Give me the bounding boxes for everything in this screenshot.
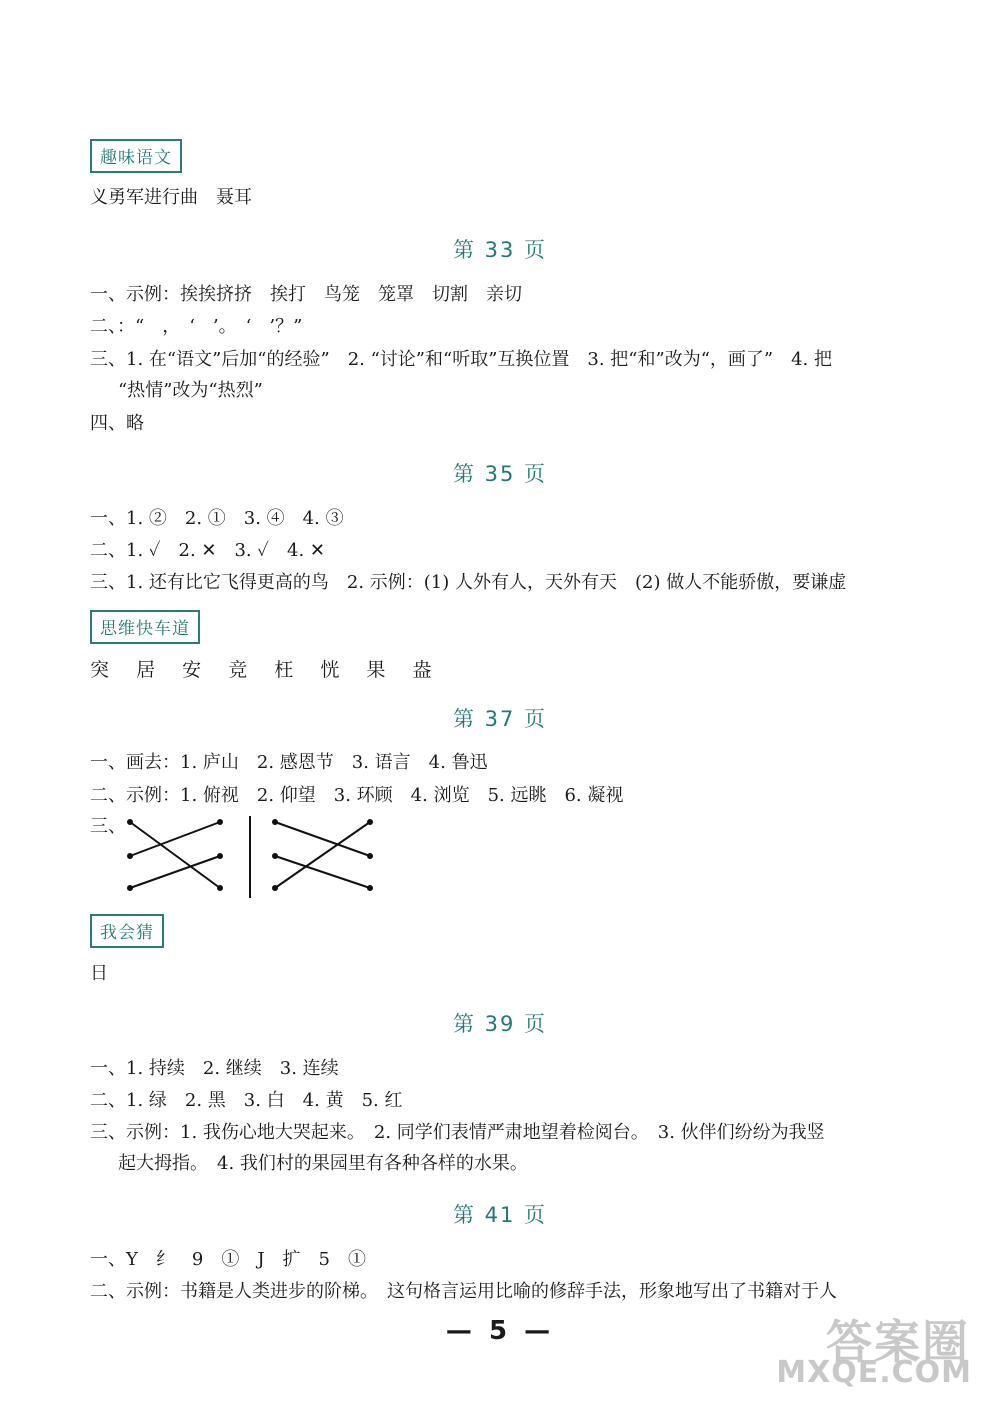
match-line bbox=[275, 822, 370, 888]
match-dot bbox=[367, 853, 373, 859]
match-dot bbox=[217, 819, 223, 825]
word-item: 果 bbox=[366, 659, 386, 681]
section-tag-quwei: 趣味语文 bbox=[90, 139, 182, 173]
answer-line: 二、1. 绿 2. 黑 3. 白 4. 黄 5. 红 bbox=[90, 1090, 403, 1111]
word-item: 安 bbox=[182, 659, 202, 681]
answer-line: 二、示例：1. 俯视 2. 仰望 3. 环顾 4. 浏览 5. 远眺 6. 凝视 bbox=[90, 785, 624, 806]
watermark-url: MXQE.COM bbox=[776, 1355, 972, 1390]
section-tag-wohuicai: 我会猜 bbox=[90, 914, 164, 948]
section-tag-siwei: 思维快车道 bbox=[90, 610, 200, 644]
site-watermark bbox=[728, 1306, 978, 1390]
section-title-p33: 第 33 页 bbox=[452, 238, 548, 262]
section-title-p41: 第 41 页 bbox=[452, 1203, 548, 1227]
section-title-p35: 第 35 页 bbox=[452, 462, 548, 486]
section-title-p39: 第 39 页 bbox=[452, 1012, 548, 1036]
word-item: 恍 bbox=[320, 659, 340, 681]
match-dot bbox=[272, 853, 278, 859]
match-dot bbox=[127, 819, 133, 825]
answer-line: 一、示例：挨挨挤挤 挨打 鸟笼 笼罩 切割 亲切 bbox=[90, 284, 522, 305]
answer-line: 三、 bbox=[90, 816, 126, 837]
match-dot bbox=[127, 885, 133, 891]
answer-line: 一、Y 纟 9 ① J 扩 5 ① bbox=[90, 1249, 367, 1270]
answer-line: 一、1. 持续 2. 继续 3. 连续 bbox=[90, 1058, 339, 1079]
match-dot bbox=[367, 819, 373, 825]
word-item: 竞 bbox=[228, 659, 248, 681]
answer-line: 二、：“ ， ‘ ’。 ‘ ’？” bbox=[90, 316, 303, 337]
answer-line: 日 bbox=[90, 963, 108, 984]
page-number: — 5 — bbox=[445, 1316, 555, 1346]
match-line bbox=[130, 822, 220, 856]
answer-line: 一、画去：1. 庐山 2. 感恩节 3. 语言 4. 鲁迅 bbox=[90, 752, 488, 773]
match-line bbox=[130, 822, 220, 888]
matching-diagram bbox=[120, 814, 390, 900]
answer-line: 三、1. 在“语文”后加“的经验” 2. “讨论”和“听取”互换位置 3. 把“和”改为“，画了” 4. 把 bbox=[90, 349, 833, 370]
answer-line: 一、1. ② 2. ① 3. ④ 4. ③ bbox=[90, 508, 344, 529]
answer-line: 三、1. 还有比它飞得更高的鸟 2. 示例：(1) 人外有人，天外有天 (2) 做人不能骄傲，要谦虚 bbox=[90, 572, 847, 593]
section-title-p37: 第 37 页 bbox=[452, 707, 548, 731]
match-dot bbox=[272, 885, 278, 891]
word-item: 突 bbox=[90, 659, 110, 681]
answer-line: 四、略 bbox=[90, 413, 144, 434]
word-row bbox=[90, 655, 452, 682]
watermark-logo-text: 答案圈 bbox=[826, 1315, 970, 1369]
word-item: 居 bbox=[136, 659, 156, 681]
word-item: 枉 bbox=[274, 659, 294, 681]
match-dot bbox=[217, 853, 223, 859]
match-dot bbox=[367, 885, 373, 891]
answer-line: 二、1. ✓ 2. ✕ 3. ✓ 4. ✕ bbox=[90, 540, 325, 561]
answer-line: 义勇军进行曲 聂耳 bbox=[90, 187, 252, 208]
match-dot bbox=[217, 885, 223, 891]
answer-line-continued: 起大拇指。 4. 我们村的果园里有各种各样的水果。 bbox=[118, 1153, 528, 1174]
answer-line: 三、示例：1. 我伤心地大哭起来。 2. 同学们表情严肃地望着检阅台。 3. 伙伴们纷纷为我竖 bbox=[90, 1122, 825, 1143]
match-dot bbox=[272, 819, 278, 825]
match-line bbox=[275, 822, 370, 856]
answer-line-continued: “热情”改为“热烈” bbox=[118, 380, 263, 401]
match-line bbox=[275, 856, 370, 888]
word-item: 盎 bbox=[412, 659, 432, 681]
match-line bbox=[130, 856, 220, 888]
answer-line: 二、示例：书籍是人类进步的阶梯。 这句格言运用比喻的修辞手法，形象地写出了书籍对于人 bbox=[90, 1281, 837, 1302]
match-dot bbox=[127, 853, 133, 859]
